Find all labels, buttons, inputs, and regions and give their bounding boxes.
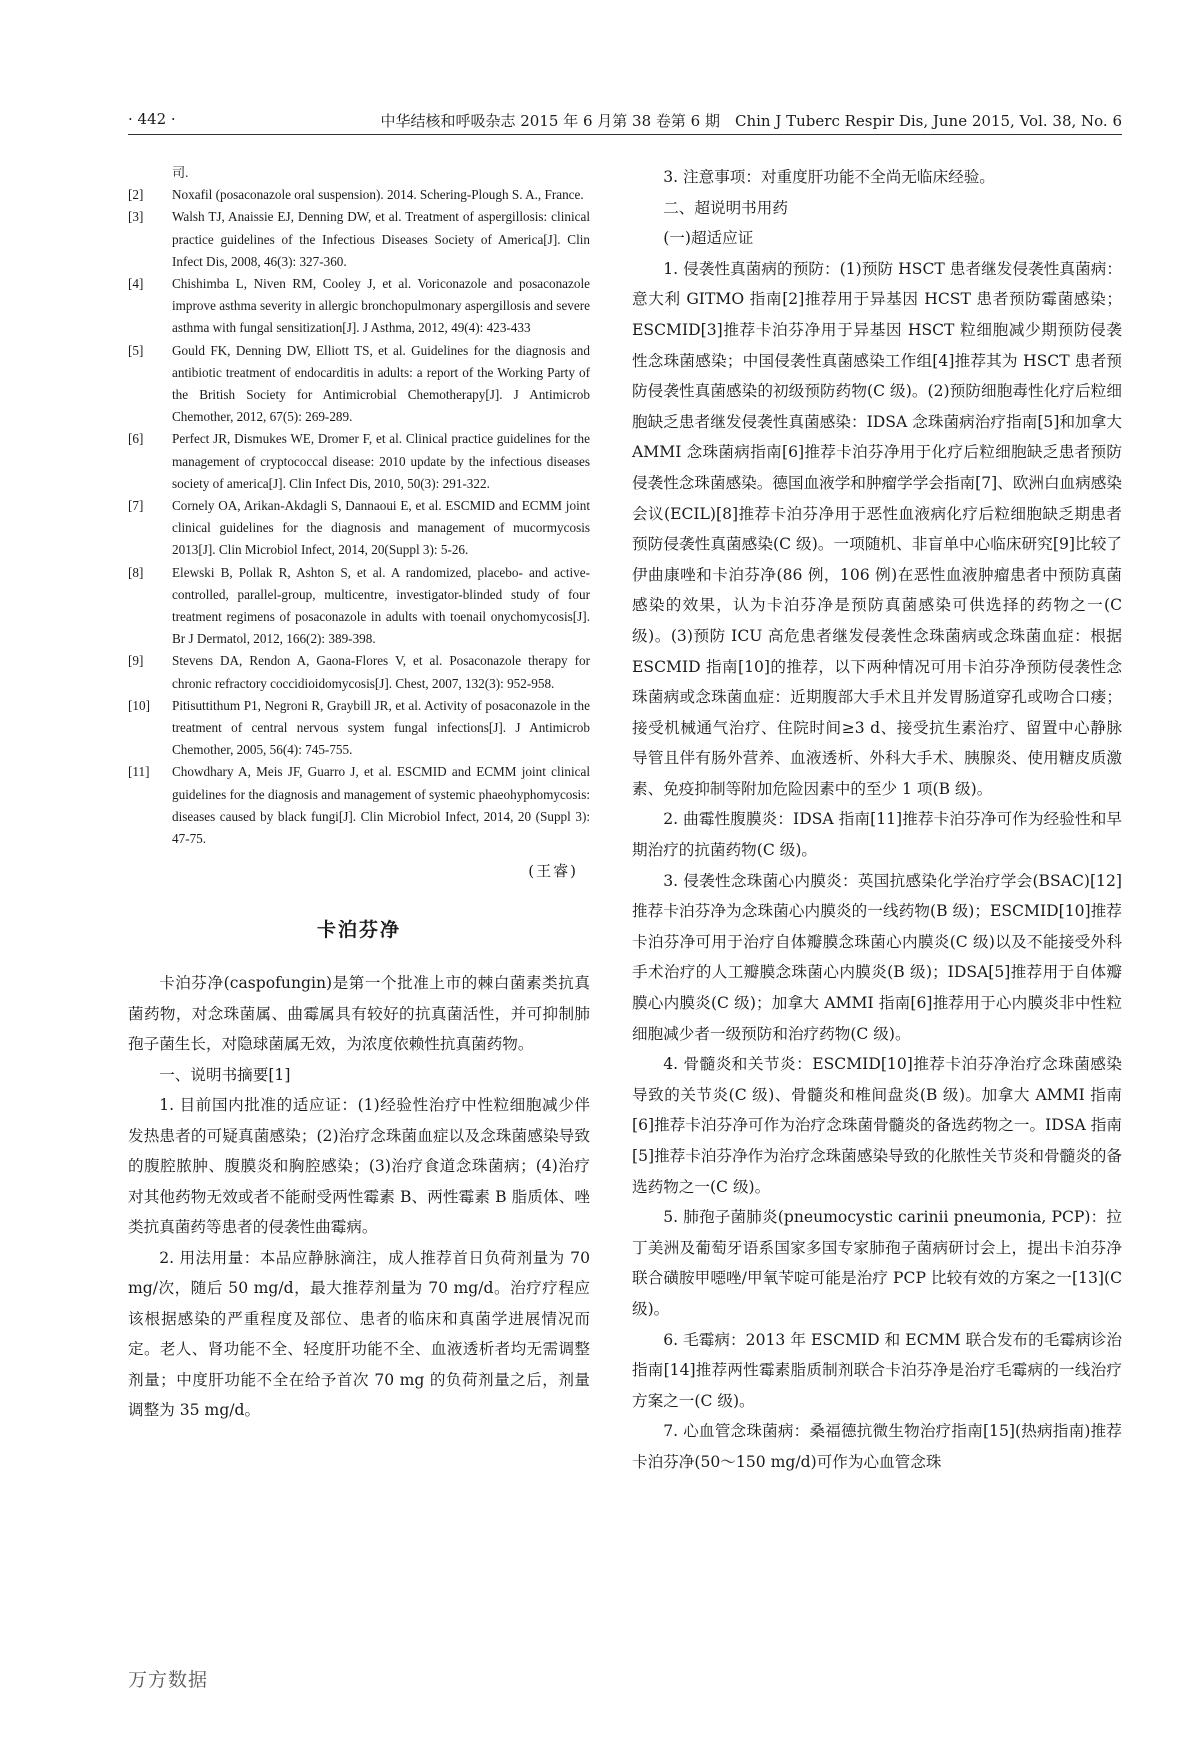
paragraph: 5. 肺孢子菌肺炎(pneumocystic carinii pneumonia, PCP)：拉丁美洲及葡萄牙语系国家多国专家肺孢子菌病研讨会上，提出卡泊芬净联合磺胺甲噁唑/甲氧苄啶可能是治疗 PCP 比较有效的方案之一[13](C 级)。 (632, 1208, 1122, 1318)
reference-item: [4] Chishimba L, Niven RM, Cooley J, et al. Voriconazole and posaconazole improve asthma severity in allergic bronchopulmonary aspergillosis and severe asthma with fungal sensitization[J]. J Asthma, 2012, 49(4): 423-433 (128, 276, 590, 336)
right-column (632, 162, 1122, 1478)
left-body-text (128, 968, 590, 1426)
subheading: 一、说明书摘要[1] (159, 1065, 291, 1084)
reference-item: [9] Stevens DA, Rendon A, Gaona-Flores V, et al. Posaconazole therapy for chronic refractory coccidioidomycosis[J]. Chest, 2007, 132(3): 952-958. (128, 653, 590, 691)
paragraph: 2. 曲霉性腹膜炎：IDSA 指南[11]推荐卡泊芬净可作为经验性和早期治疗的抗菌药物(C 级)。 (632, 810, 1122, 860)
section-title: 卡泊芬净 (316, 919, 401, 942)
paragraph: 卡泊芬净(caspofungin)是第一个批准上市的棘白菌素类抗真菌药物，对念珠菌属、曲霉属具有较好的抗真菌活性，并可抑制肺孢子菌生长，对隐球菌属无效，为浓度依赖性抗真菌药物。 (128, 974, 590, 1054)
reference-list (128, 162, 590, 850)
paragraph: 3. 注意事项：对重度肝功能不全尚无临床经验。 (663, 168, 995, 186)
author-credit: (王睿) (528, 862, 578, 881)
paragraph: 7. 心血管念珠菌病：桑福德抗微生物治疗指南[15](热病指南)推荐卡泊芬净(50～150 mg/d)可作为心血管念珠 (632, 1422, 1122, 1471)
left-column (128, 162, 590, 1426)
paragraph: 4. 骨髓炎和关节炎：ESCMID[10]推荐卡泊芬净治疗念珠菌感染导致的关节炎(C 级)、骨髓炎和椎间盘炎(B 级)。加拿大 AMMI 指南[6]推荐卡泊芬净可作为治疗念珠菌骨髓炎的备选药物之一。IDSA 指南[5]推荐卡泊芬净作为治疗念珠菌感染导致的化脓性关节炎和骨髓炎的备选药物之一(C 级)。 (632, 1055, 1122, 1196)
reference-item: [11] Chowdhary A, Meis JF, Guarro J, et al. ESCMID and ECMM joint clinical guidelines for the diagnosis and management of systemic phaeohyphomycosis: diseases caused by black fungi[J]. Clin Microbiol Infect, 2014, 20 (Suppl 3): 47-75. (128, 764, 590, 847)
reference-item: [2] Noxafil (posaconazole oral suspension). 2014. Schering-Plough S. A., France. (128, 187, 584, 203)
paragraph: 1. 侵袭性真菌病的预防：(1)预防 HSCT 患者继发侵袭性真菌病：意大利 GITMO 指南[2]推荐用于异基因 HCST 患者预防霉菌感染；ESCMID[3]推荐卡泊芬净用于异基因 HSCT 粒细胞减少期预防侵袭性念珠菌感染；中国侵袭性真菌感染工作组[4]推荐其为 HSCT 患者预防侵袭性真菌感染的初级预防药物(C 级)。(2)预防细胞毒性化疗后粒细胞缺乏患者继发侵袭性真菌感染：IDSA 念珠菌病治疗指南[5]和加拿大 AMMI 念珠菌病指南[6]推荐卡泊芬净用于化疗后粒细胞缺乏患者预防侵袭性念珠菌感染。德国血液学和肿瘤学学会指南[7]、欧洲白血病感染会议(ECIL)[8]推荐卡泊芬净用于恶性血液病化疗后粒细胞缺乏期患者预防侵袭性真菌感染(C 级)。一项随机、非盲单中心临床研究[9]比较了伊曲康唑和卡泊芬净(86 例，106 例)在恶性血液肿瘤患者中预防真菌感染的效果，认为卡泊芬净是预防真菌感染可供选择的药物之一(C 级)。(3)预防 ICU 高危患者继发侵袭性念珠菌病或念珠菌血症：根据 ESCMID 指南[10]的推荐，以下两种情况可用卡泊芬净预防侵袭性念珠菌病或念珠菌血症：近期腹部大手术且并发胃肠道穿孔或吻合口瘘；接受机械通气治疗、住院时间≥3 d、接受抗生素治疗、留置中心静脉导管且伴有肠外营养、血液透析、外科大手术、胰腺炎、使用糖皮质激素、免疫抑制等附加危险因素中的至少 1 项(B 级)。 (632, 259, 1122, 798)
reference-item: [5] Gould FK, Denning DW, Elliott TS, et al. Guidelines for the diagnosis and antibiotic treatment of endocarditis in adults: a report of the Working Party of the British Society for Antimicrobial Chemotherapy[J]. J Antimicrob Chemother, 2012, 67(5): 269-289. (128, 342, 590, 425)
watermark: 万方数据 (128, 1669, 209, 1691)
subheading: 二、超说明书用药 (663, 198, 788, 217)
page-number: · 442 · (128, 110, 176, 128)
reference-item: [6] Perfect JR, Dismukes WE, Dromer F, et al. Clinical practice guidelines for the management of cryptococcal disease: 2010 update by the infectious diseases society of america[J]. Clin Infect Dis, 2010, 50(3): 291-322. (128, 431, 590, 491)
paragraph: 3. 侵袭性念珠菌心内膜炎：英国抗感染化学治疗学会(BSAC)[12]推荐卡泊芬净为念珠菌心内膜炎的一线药物(B 级)；ESCMID[10]推荐卡泊芬净可用于治疗自体瓣膜念珠菌心内膜炎(C 级)以及不能接受外科手术治疗的人工瓣膜念珠菌心内膜炎(B 级)；IDSA[5]推荐用于自体瓣膜心内膜炎(C 级)；加拿大 AMMI 指南[6]推荐用于心内膜炎非中性粒细胞减少者一级预防和治疗药物(C 级)。 (632, 871, 1122, 1043)
reference-item: [7] Cornely OA, Arikan-Akdagli S, Dannaoui E, et al. ESCMID and ECMM joint clinical guidelines for the diagnosis and management of mucormycosis 2013[J]. Clin Microbiol Infect, 2014, 20(Suppl 3): 5-26. (128, 498, 590, 558)
journal-citation: 中华结核和呼吸杂志 2015 年 6 月第 38 卷第 6 期 Chin J Tuberc Respir Dis, June 2015, Vol. 38, No. 6 (380, 112, 1122, 130)
reference-item: [3] Walsh TJ, Anaissie EJ, Denning DW, et al. Treatment of aspergillosis: clinical practice guidelines of the Infectious Diseases Society of America[J]. Clin Infect Dis, 2008, 46(3): 327-360. (128, 209, 590, 269)
reference-item: 司. (172, 165, 189, 180)
running-header (128, 108, 1122, 135)
subheading: (一)超适应证 (663, 229, 754, 248)
right-body-text (632, 162, 1122, 1478)
paragraph: 6. 毛霉病：2013 年 ESCMID 和 ECMM 联合发布的毛霉病诊治指南[14]推荐两性霉素脂质制剂联合卡泊芬净是治疗毛霉病的一线治疗方案之一(C 级)。 (632, 1330, 1122, 1410)
paragraph: 2. 用法用量：本品应静脉滴注，成人推荐首日负荷剂量为 70 mg/次，随后 50 mg/d，最大推荐剂量为 70 mg/d。治疗疗程应该根据感染的严重程度及部位、患者的临床和真菌学进展情况而定。老人、肾功能不全、轻度肝功能不全、血液透析者均无需调整剂量；中度肝功能不全在给予首次 70 mg 的负荷剂量之后，剂量调整为 35 mg/d。 (128, 1248, 590, 1420)
paragraph: 1. 目前国内批准的适应证：(1)经验性治疗中性粒细胞减少伴发热患者的可疑真菌感染；(2)治疗念珠菌血症以及念珠菌感染导致的腹腔脓肿、腹膜炎和胸腔感染；(3)治疗食道念珠菌病；(4)治疗对其他药物无效或者不能耐受两性霉素 B、两性霉素 B 脂质体、唑类抗真菌药等患者的侵袭性曲霉病。 (128, 1096, 590, 1237)
reference-item: [8] Elewski B, Pollak R, Ashton S, et al. A randomized, placebo- and active-controlled, parallel-group, multicentre, investigator-blinded study of four treatment regimens of posaconazole in adults with toenail onychomycosis[J]. Br J Dermatol, 2012, 166(2): 389-398. (128, 564, 590, 647)
reference-item: [10] Pitisuttithum P1, Negroni R, Graybill JR, et al. Activity of posaconazole in the treatment of central nervous system fungal infections[J]. J Antimicrob Chemother, 2005, 56(4): 745-755. (128, 697, 590, 758)
